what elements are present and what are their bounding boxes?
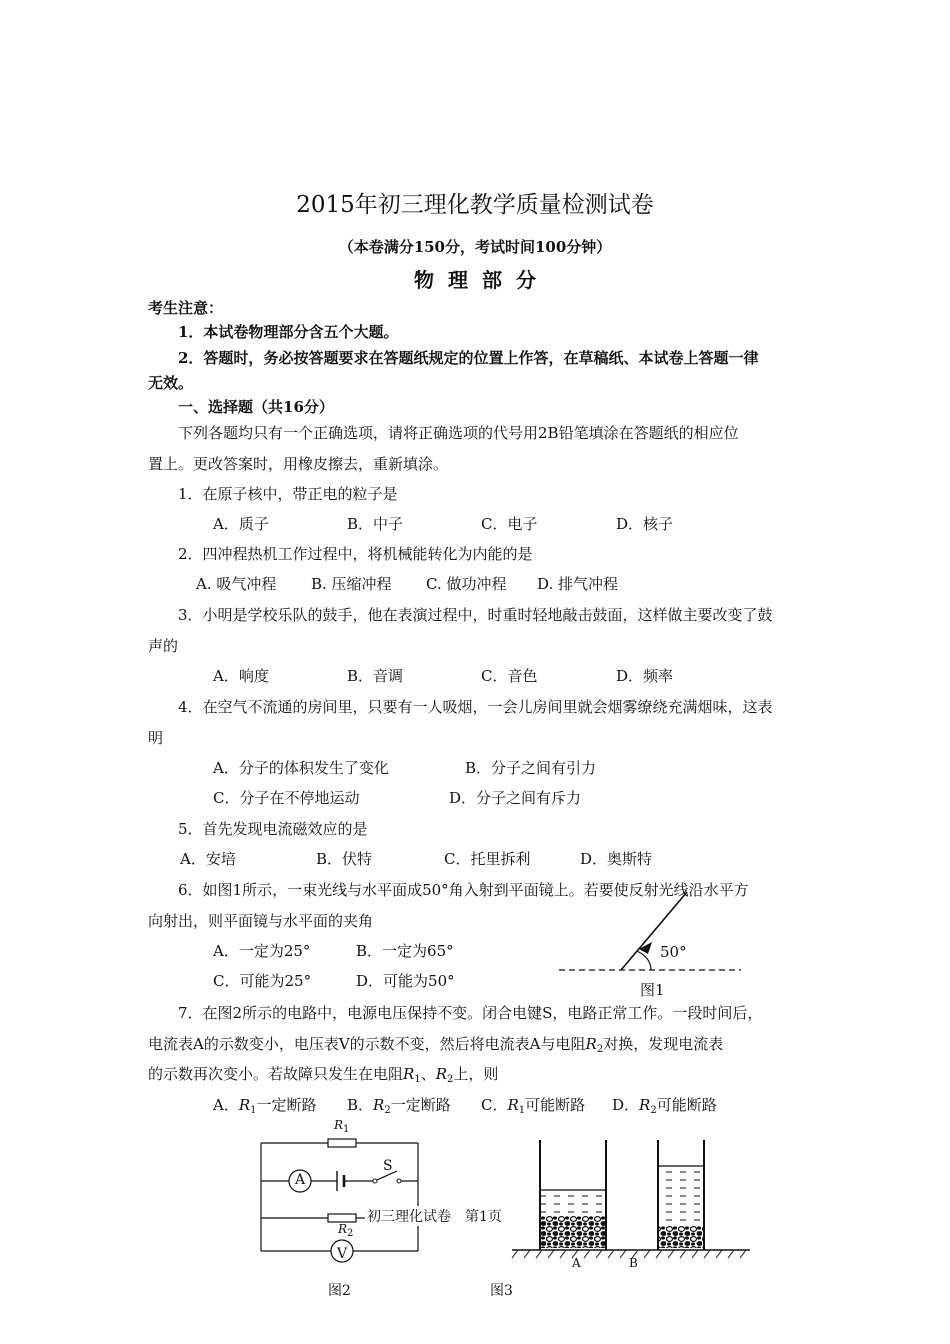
q5-option-c: C．托里拆利 (444, 850, 531, 868)
subscript: 2 (650, 1105, 657, 1116)
q3-option-c: C．音色 (481, 667, 538, 685)
q2-option-a: A. 吸气冲程 (196, 575, 277, 593)
q4-option-d: D．分子之间有斥力 (449, 789, 582, 807)
subscript: 1 (414, 1074, 421, 1085)
resistor-symbol: R (334, 1118, 344, 1132)
q7-stem-c-part1: 的示数再次变小。若故障只发生在电阻 (148, 1065, 404, 1083)
q7-option-d (612, 1094, 717, 1116)
option-label: C． (481, 1096, 508, 1114)
part1-intro-b: 置上。更改答案时，用橡皮擦去，重新填涂。 (148, 455, 449, 473)
q1-option-a: A．质子 (213, 515, 269, 533)
r1-label (334, 1118, 349, 1135)
q3-stem-b: 声的 (148, 637, 179, 655)
beaker-b (658, 1140, 704, 1250)
q7-option-a (213, 1094, 317, 1116)
q7-stem-b-part2: 对换，发现电流表 (603, 1035, 724, 1053)
subscript: 1 (518, 1105, 526, 1116)
q3-option-a: A．响度 (213, 667, 269, 685)
q6-stem-a: 6．如图1所示，一束光线与水平面成50°角入射到平面镜上。若要使反射光线沿水平方 (178, 881, 749, 899)
switch-label: S (383, 1158, 393, 1174)
subscript: 2 (596, 1044, 604, 1055)
resistor-symbol: R (507, 1096, 519, 1114)
q1-option-c: C．电子 (481, 515, 538, 533)
r2-label (338, 1222, 353, 1239)
subscript: 2 (384, 1105, 391, 1116)
q5-option-b: B．伏特 (316, 850, 373, 868)
notice-item-1: 1．本试卷物理部分含五个大题。 (178, 323, 399, 341)
option-label: D． (612, 1096, 640, 1114)
q4-option-b: B．分子之间有引力 (465, 759, 597, 777)
option-text: 可能断路 (525, 1096, 586, 1114)
voltmeter-label: V (337, 1246, 348, 1262)
q7-stem-c-part2: 、 (420, 1065, 436, 1083)
figure-3-caption: 图3 (490, 1283, 513, 1299)
q1-option-b: B．中子 (347, 515, 404, 533)
figure-1-diagram (555, 888, 745, 983)
q7-option-c (481, 1094, 585, 1116)
q7-stem-b-part1: 电流表A的示数变小，电压表V的示数不变，然后将电流表A与电阻 (148, 1035, 586, 1053)
q7-stem-c-part3: 上，则 (453, 1065, 499, 1083)
page-footer: 初三理化试卷 第1页 (365, 1206, 504, 1226)
q7-option-b (347, 1094, 451, 1116)
beaker-b-label: B (629, 1256, 638, 1270)
q7-stem-b (148, 1033, 723, 1055)
part1-intro-a: 下列各题均只有一个正确选项，请将正确选项的代号用2B铅笔填涂在答题纸的相应位 (178, 424, 739, 442)
q2-option-d: D. 排气冲程 (537, 575, 619, 593)
section-title: 物理部分 (414, 268, 550, 292)
option-text: 一定断路 (390, 1096, 451, 1114)
q3-option-d: D．频率 (616, 667, 674, 685)
ray-arrowhead (639, 942, 652, 954)
notice-heading: 考生注意： (148, 299, 224, 317)
q5-stem: 5．首先发现电流磁效应的是 (178, 820, 368, 838)
resistor-symbol: R (338, 1222, 348, 1236)
q4-option-a: A．分子的体积发生了变化 (213, 759, 389, 777)
figure-2-caption: 图2 (328, 1283, 351, 1299)
figure-1-caption: 图1 (640, 981, 665, 999)
q4-stem-a: 4．在空气不流通的房间里，只要有一人吸烟，一会儿房间里就会烟雾缭绕充满烟味，这表 (178, 698, 773, 716)
option-text: 一定断路 (256, 1096, 317, 1114)
beaker-a (540, 1140, 606, 1250)
q3-option-b: B．音调 (347, 667, 404, 685)
option-label: B． (347, 1096, 374, 1114)
angle-arc (637, 951, 651, 970)
q1-stem: 1．在原子核中，带正电的粒子是 (178, 485, 398, 503)
q6-option-a: A．一定为25° (213, 942, 311, 960)
figure-2-circuit (255, 1138, 425, 1258)
resistor-symbol: R (585, 1035, 597, 1053)
q6-option-c: C．可能为25° (213, 972, 312, 990)
resistor-r2 (328, 1214, 356, 1222)
exam-subtitle: （本卷满分150分，考试时间100分钟） (338, 238, 612, 256)
figure-1-angle-label: 50° (660, 943, 687, 961)
q6-option-b: B．一定为65° (356, 942, 454, 960)
exam-title: 2015年初三理化教学质量检测试卷 (296, 192, 654, 218)
q4-stem-b: 明 (148, 729, 164, 747)
resistor-symbol: R (373, 1096, 385, 1114)
q2-stem: 2．四冲程热机工作过程中，将机械能转化为内能的是 (178, 545, 533, 563)
resistor-symbol: R (435, 1065, 447, 1083)
resistor-symbol: R (403, 1065, 415, 1083)
resistor-symbol: R (238, 1096, 251, 1114)
q4-option-c: C．分子在不停地运动 (213, 789, 360, 807)
q7-stem-c (148, 1063, 498, 1085)
beaker-a-label: A (572, 1256, 581, 1270)
subscript: 2 (347, 1228, 354, 1239)
resistor-symbol: R (639, 1096, 651, 1114)
option-text: 可能断路 (656, 1096, 717, 1114)
q2-option-b: B. 压缩冲程 (311, 575, 392, 593)
q3-stem-a: 3．小明是学校乐队的鼓手，他在表演过程中，时重时轻地敲击鼓面，这样做主要改变了鼓 (178, 606, 773, 624)
q6-option-d: D．可能为50° (356, 972, 455, 990)
notice-item-2b: 无效。 (148, 374, 194, 392)
part1-heading: 一、选择题（共16分） (178, 398, 334, 416)
option-label: A． (213, 1096, 239, 1114)
subscript: 1 (343, 1124, 350, 1135)
resistor-r1 (328, 1139, 356, 1147)
subscript: 1 (250, 1105, 257, 1116)
subscript: 2 (447, 1074, 454, 1085)
q5-option-a: A．安培 (180, 850, 236, 868)
q1-option-d: D．核子 (616, 515, 674, 533)
ammeter-label: A (295, 1172, 306, 1188)
q7-stem-a: 7．在图2所示的电路中，电源电压保持不变。闭合电键S，电路正常工作。一段时间后， (178, 1004, 763, 1022)
notice-item-2a: 2．答题时，务必按答题要求在答题纸规定的位置上作答，在草稿纸、本试卷上答题一律 (178, 349, 759, 367)
q6-stem-b: 向射出，则平面镜与水平面的夹角 (148, 912, 374, 930)
q2-option-c: C. 做功冲程 (426, 575, 507, 593)
figure-3-beakers (510, 1136, 755, 1264)
q5-option-d: D．奥斯特 (580, 850, 653, 868)
